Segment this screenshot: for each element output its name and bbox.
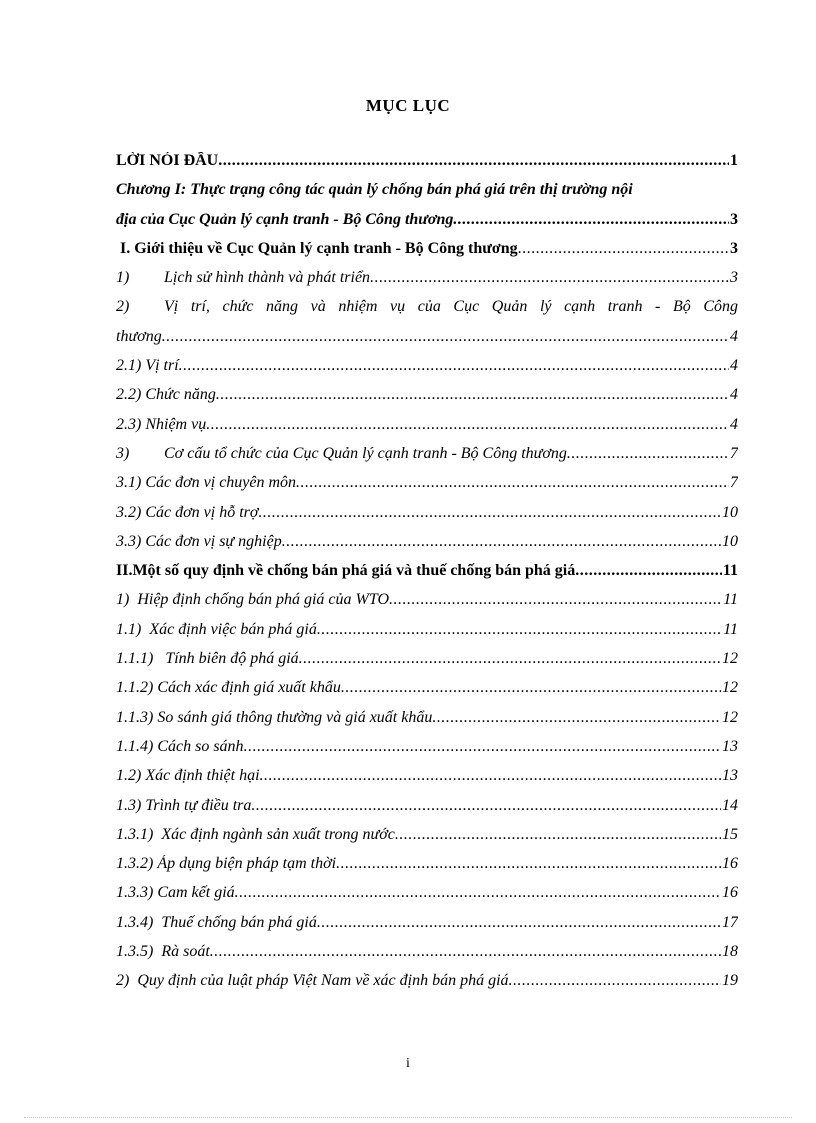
toc-entry[interactable] xyxy=(116,357,738,386)
toc-entry[interactable] xyxy=(116,504,738,533)
toc-entry-label: 3.2) Các đơn vị hỗ trợ xyxy=(116,503,259,521)
toc-entry[interactable] xyxy=(116,709,738,738)
toc-page-number: 12 xyxy=(722,679,738,697)
leader-dots xyxy=(258,504,721,522)
toc-entry[interactable] xyxy=(116,621,738,650)
leader-dots xyxy=(336,855,721,873)
leader-dots xyxy=(235,884,721,902)
leader-dots xyxy=(341,679,721,697)
toc-page-number: 16 xyxy=(722,855,738,873)
toc-entry-label: Chương I: Thực trạng công tác quản lý chống bán phá giá trên thị trường nội xyxy=(116,181,633,199)
toc-entry[interactable] xyxy=(116,650,738,679)
toc-entry-label: 1.1.2) Cách xác định giá xuất khẩu xyxy=(116,679,341,697)
toc-page-number: 7 xyxy=(730,444,738,462)
toc-entry[interactable] xyxy=(116,269,738,298)
toc-entry-number: 1) xyxy=(116,269,130,287)
toc-page-number: 19 xyxy=(722,972,738,990)
toc-entry[interactable] xyxy=(116,152,738,181)
toc-entry-label: 1) Hiệp định chống bán phá giá của WTO xyxy=(116,591,390,609)
toc-page-number: 12 xyxy=(722,708,738,726)
leader-dots xyxy=(395,826,721,844)
toc-page-number: 3 xyxy=(730,210,738,228)
toc-entry-label: II.Một số quy định về chống bán phá giá và thuế chống bán phá giá xyxy=(116,562,576,580)
toc-entry-label: I. Giới thiệu về Cục Quản lý cạnh tranh - Bộ Công thương xyxy=(116,239,518,257)
table-of-contents xyxy=(116,152,738,1002)
toc-page-number: 15 xyxy=(722,825,738,843)
leader-dots xyxy=(179,357,729,375)
leader-dots xyxy=(370,269,729,287)
toc-page-number: 4 xyxy=(730,327,738,345)
toc-entry-label: 1.3.1) Xác định ngành sản xuất trong nước xyxy=(116,825,395,843)
leader-dots xyxy=(299,650,721,668)
toc-entry-label: thương xyxy=(116,327,162,345)
toc-entry[interactable] xyxy=(116,591,738,620)
toc-entry[interactable] xyxy=(116,767,738,796)
toc-page-number: 17 xyxy=(722,913,738,931)
toc-page-number: 10 xyxy=(722,532,738,550)
toc-entry-label: địa của Cục Quản lý cạnh tranh - Bộ Công thương xyxy=(116,210,454,228)
toc-entry-label: Lịch sử hình thành và phát triển xyxy=(164,269,371,287)
leader-dots xyxy=(206,416,729,434)
toc-entry[interactable] xyxy=(116,386,738,415)
leader-dots xyxy=(453,211,729,229)
toc-page-number: 18 xyxy=(722,943,738,961)
toc-entry[interactable] xyxy=(116,855,738,884)
toc-entry[interactable] xyxy=(116,738,738,767)
toc-entry[interactable] xyxy=(116,562,738,591)
toc-entry[interactable] xyxy=(116,679,738,708)
toc-entry[interactable] xyxy=(116,533,738,562)
toc-entry-label: 1.1.4) Cách so sánh xyxy=(116,737,244,755)
page-bottom-divider xyxy=(24,1117,792,1118)
toc-entry-label: 1.1.3) So sánh giá thông thường và giá xuất khẩu xyxy=(116,708,433,726)
toc-entry-label: 3.1) Các đơn vị chuyên môn xyxy=(116,474,297,492)
toc-entry-label: 2.1) Vị trí xyxy=(116,357,179,375)
toc-page-number: 1 xyxy=(730,152,738,169)
toc-page-number: 10 xyxy=(722,503,738,521)
toc-entry[interactable] xyxy=(116,884,738,913)
toc-page-number: 13 xyxy=(722,767,738,785)
toc-entry-label: LỜI NÓI ĐẦU xyxy=(116,152,219,169)
leader-dots xyxy=(282,533,721,551)
toc-page-number: 3 xyxy=(730,269,738,287)
leader-dots xyxy=(216,386,729,404)
toc-page-number: 3 xyxy=(730,239,738,257)
toc-page-number: 4 xyxy=(730,415,738,433)
toc-page-number: 4 xyxy=(730,357,738,375)
leader-dots xyxy=(317,914,721,932)
toc-page-number: 11 xyxy=(723,620,738,638)
toc-entry[interactable] xyxy=(116,826,738,855)
toc-entry-label: Vị trí, chức năng và nhiệm vụ của Cục Quản lý cạnh tranh - Bộ Công xyxy=(164,298,738,316)
leader-dots xyxy=(567,445,729,463)
leader-dots xyxy=(244,738,721,756)
leader-dots xyxy=(210,943,721,961)
toc-entry-label: 1.3) Trình tự điều tra xyxy=(116,796,252,814)
leader-dots xyxy=(260,767,721,785)
toc-entry[interactable] xyxy=(116,181,738,210)
toc-entry-label: 1.3.4) Thuế chống bán phá giá xyxy=(116,913,317,931)
toc-page-number: 14 xyxy=(722,796,738,814)
toc-entry-label: 1.3.5) Rà soát xyxy=(116,943,210,961)
toc-page-number: 11 xyxy=(723,591,738,609)
toc-entry-label: 1.2) Xác định thiệt hại xyxy=(116,767,260,785)
toc-entry[interactable] xyxy=(116,416,738,445)
toc-page-number: 7 xyxy=(730,474,738,492)
leader-dots xyxy=(162,328,729,346)
leader-dots xyxy=(218,152,729,170)
toc-entry-label: 1.3.2) Áp dụng biện pháp tạm thời xyxy=(116,855,337,873)
toc-page-number: 11 xyxy=(722,562,738,580)
leader-dots xyxy=(296,474,729,492)
toc-entry-label: 2.3) Nhiệm vụ xyxy=(116,415,207,433)
toc-entry[interactable] xyxy=(116,797,738,826)
toc-entry-label: 3.3) Các đơn vị sự nghiệp xyxy=(116,532,282,550)
toc-entry[interactable] xyxy=(116,914,738,943)
toc-entry-number: 3) xyxy=(116,444,130,462)
toc-entry-label: 1.1) Xác định việc bán phá giá xyxy=(116,620,317,638)
toc-entry[interactable] xyxy=(116,298,738,327)
toc-entry[interactable] xyxy=(116,972,738,1001)
toc-entry[interactable] xyxy=(116,445,738,474)
toc-entry-label: 2.2) Chức năng xyxy=(116,386,216,404)
toc-entry[interactable] xyxy=(116,943,738,972)
leader-dots xyxy=(575,562,722,580)
toc-entry[interactable] xyxy=(116,328,738,357)
toc-entry-number: 2) xyxy=(116,298,130,316)
page-number-footer: i xyxy=(406,1056,410,1071)
leader-dots xyxy=(518,240,729,258)
toc-page-number: 16 xyxy=(722,884,738,902)
toc-page-number: 4 xyxy=(730,386,738,404)
toc-entry-label: 1.3.3) Cam kết giá xyxy=(116,884,235,902)
toc-entry[interactable] xyxy=(116,211,738,240)
toc-entry[interactable] xyxy=(116,474,738,503)
toc-page-number: 12 xyxy=(722,650,738,668)
toc-entry-label: 1.1.1) Tính biên độ phá giá xyxy=(116,650,299,668)
page-title: MỤC LỤC xyxy=(365,96,451,115)
toc-page-number: 13 xyxy=(722,737,738,755)
leader-dots xyxy=(251,797,721,815)
toc-entry-label: 2) Quy định của luật pháp Việt Nam về xác định bán phá giá xyxy=(116,972,509,990)
leader-dots xyxy=(389,591,722,609)
toc-entry[interactable] xyxy=(116,240,738,269)
toc-entry-label: Cơ cấu tổ chức của Cục Quản lý cạnh tranh - Bộ Công thương xyxy=(164,444,567,462)
leader-dots xyxy=(432,709,721,727)
leader-dots xyxy=(509,972,721,990)
leader-dots xyxy=(317,621,722,639)
